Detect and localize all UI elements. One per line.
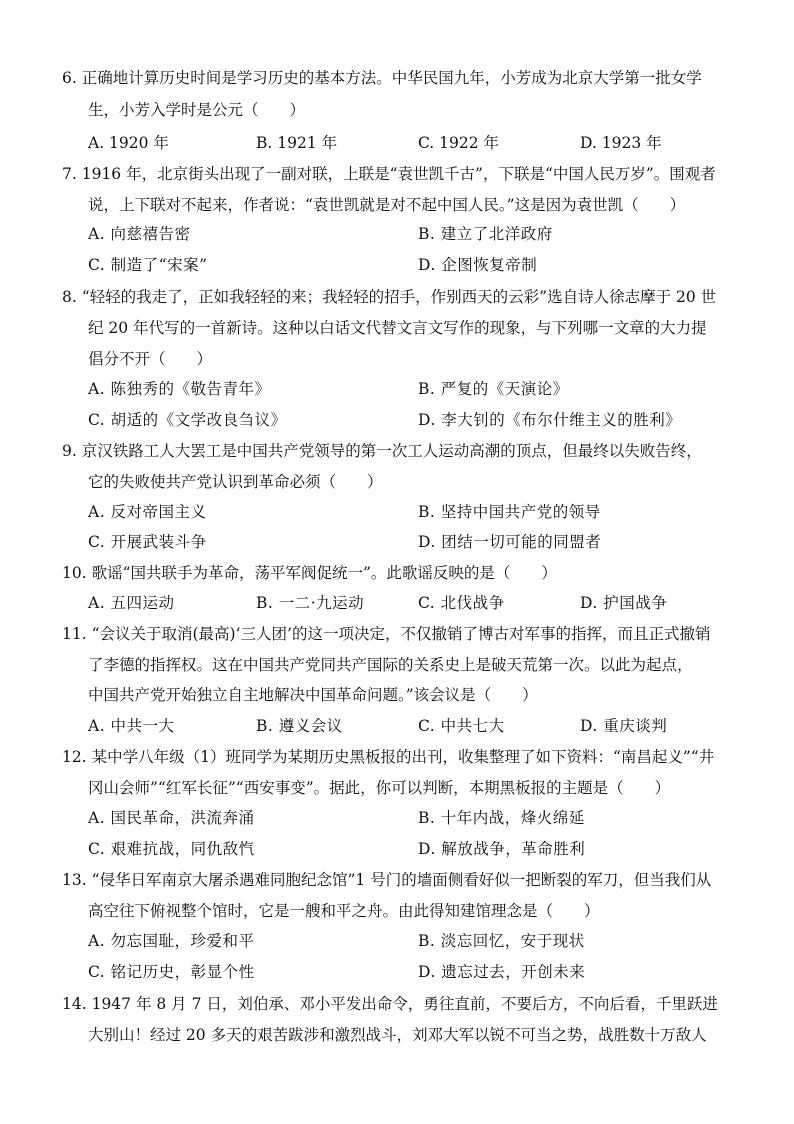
question-text-line: 说，上下联对不起来，作者说：“袁世凯就是对不起中国人民。”这是因为袁世凯（ ） [88, 196, 686, 214]
options-row [88, 133, 738, 153]
option-b[interactable]: B. 1921 年 [256, 134, 338, 152]
options-row [88, 808, 738, 828]
options-row [88, 224, 738, 244]
question-text-line: 大别山！经过 20 多天的艰苦跋涉和激烈战斗，刘邓大军以锐不可当之势，战胜数十万敌人 [88, 1026, 707, 1044]
question-text-line: 12. 某中学八年级（1）班同学为某期历史黑板报的出刊，收集整理了如下资料：“南昌起义”“井 [62, 748, 715, 766]
option-d[interactable]: D. 重庆谈判 [580, 717, 668, 735]
option-a[interactable]: A. 五四运动 [88, 594, 175, 612]
option-b[interactable]: B. 坚持中国共产党的领导 [418, 503, 601, 521]
option-a[interactable]: A. 勿忘国耻，珍爱和平 [88, 932, 255, 950]
option-b[interactable]: B. 遵义会议 [256, 717, 343, 735]
option-c[interactable]: C. 北伐战争 [418, 594, 505, 612]
question-text-line: 6. 正确地计算历史时间是学习历史的基本方法。中华民国九年，小芳成为北京大学第一批女学 [62, 69, 702, 87]
option-d[interactable]: D. 企图恢复帝制 [418, 256, 538, 274]
option-d[interactable]: D. 团结一切可能的同盟者 [418, 533, 602, 551]
options-row [88, 410, 738, 430]
options-row [88, 716, 738, 736]
question-text-line: 13. “侵华日军南京大屠杀遇难同胞纪念馆”1 号门的墙面侧看好似一把断裂的军刀，但当我们从 [62, 871, 712, 889]
option-b[interactable]: B. 淡忘回忆，安于现状 [418, 932, 585, 950]
options-row [88, 839, 738, 859]
option-d[interactable]: D. 1923 年 [580, 134, 662, 152]
question-text-line: 高空往下俯视整个馆时，它是一艘和平之舟。由此得知建馆理念是（ ） [88, 902, 600, 920]
question-text-line: 倡分不开（ ） [88, 350, 213, 368]
question-text-line: 了李德的指挥权。这在中国共产党同共产国际的关系史上是破天荒第一次。以此为起点， [88, 656, 693, 674]
option-d[interactable]: D. 解放战争，革命胜利 [418, 840, 586, 858]
question-text-line: 冈山会师”“红军长征”“西安事变”。据此，你可以判断，本期黑板报的主题是（ ） [88, 779, 671, 797]
options-row [88, 593, 738, 613]
question-text-line: 10. 歌谣“国共联手为革命，荡平军阀促统一”。此歌谣反映的是（ ） [62, 564, 557, 582]
options-row [88, 255, 738, 275]
option-c[interactable]: C. 艰难抗战，同仇敌忾 [88, 840, 255, 858]
option-d[interactable]: D. 李大钊的《布尔什维主义的胜利》 [418, 411, 682, 429]
question-text-line: 7. 1916 年，北京街头出现了一副对联，上联是“袁世凯千古”，下联是“中国人民万岁”。围观者 [62, 165, 716, 183]
option-c[interactable]: C. 1922 年 [418, 134, 500, 152]
option-c[interactable]: C. 胡适的《文学改良刍议》 [88, 411, 287, 429]
option-d[interactable]: D. 护国战争 [580, 594, 668, 612]
options-row [88, 532, 738, 552]
question-text-line: 11. “会议关于取消(最高)‘三人团’的这一项决定，不仅撤销了博古对军事的指挥，而且正式撤销 [62, 625, 711, 643]
option-b[interactable]: B. 一二·九运动 [256, 594, 365, 612]
question-text-line: 8. “轻轻的我走了，正如我轻轻的来；我轻轻的招手，作别西天的云彩”选自诗人徐志摩于 20 世 [62, 288, 717, 306]
option-a[interactable]: A. 中共一大 [88, 717, 175, 735]
option-a[interactable]: A. 1920 年 [88, 134, 169, 152]
options-row [88, 931, 738, 951]
question-text-line: 纪 20 年代写的一首新诗。这种以白话文代替文言文写作的现象，与下列哪一文章的大力提 [88, 319, 707, 337]
question-text-line: 生，小芳入学时是公元（ ） [88, 101, 306, 119]
options-row [88, 502, 738, 522]
option-a[interactable]: A. 向慈禧告密 [88, 225, 191, 243]
option-a[interactable]: A. 国民革命，洪流奔涌 [88, 809, 255, 827]
question-text-line: 它的失败使共产党认识到革命必须（ ） [88, 473, 383, 491]
option-b[interactable]: B. 建立了北洋政府 [418, 225, 553, 243]
option-c[interactable]: C. 中共七大 [418, 717, 505, 735]
option-d[interactable]: D. 遗忘过去，开创未来 [418, 963, 586, 981]
question-text-line: 中国共产党开始独立自主地解决中国革命问题。”该会议是（ ） [88, 686, 538, 704]
option-b[interactable]: B. 严复的《天演论》 [418, 380, 569, 398]
question-text-line: 14. 1947 年 8 月 7 日，刘伯承、邓小平发出命令，勇往直前，不要后方，不向后看，千里跃进 [62, 995, 718, 1013]
option-a[interactable]: A. 陈独秀的《敬告青年》 [88, 380, 271, 398]
option-c[interactable]: C. 制造了“宋案” [88, 256, 208, 274]
option-c[interactable]: C. 开展武装斗争 [88, 533, 207, 551]
option-b[interactable]: B. 十年内战，烽火绵延 [418, 809, 585, 827]
options-row [88, 379, 738, 399]
option-c[interactable]: C. 铭记历史，彰显个性 [88, 963, 255, 981]
option-a[interactable]: A. 反对帝国主义 [88, 503, 207, 521]
question-text-line: 9. 京汉铁路工人大罢工是中国共产党领导的第一次工人运动高潮的顶点，但最终以失败告终， [62, 442, 702, 460]
options-row [88, 962, 738, 982]
